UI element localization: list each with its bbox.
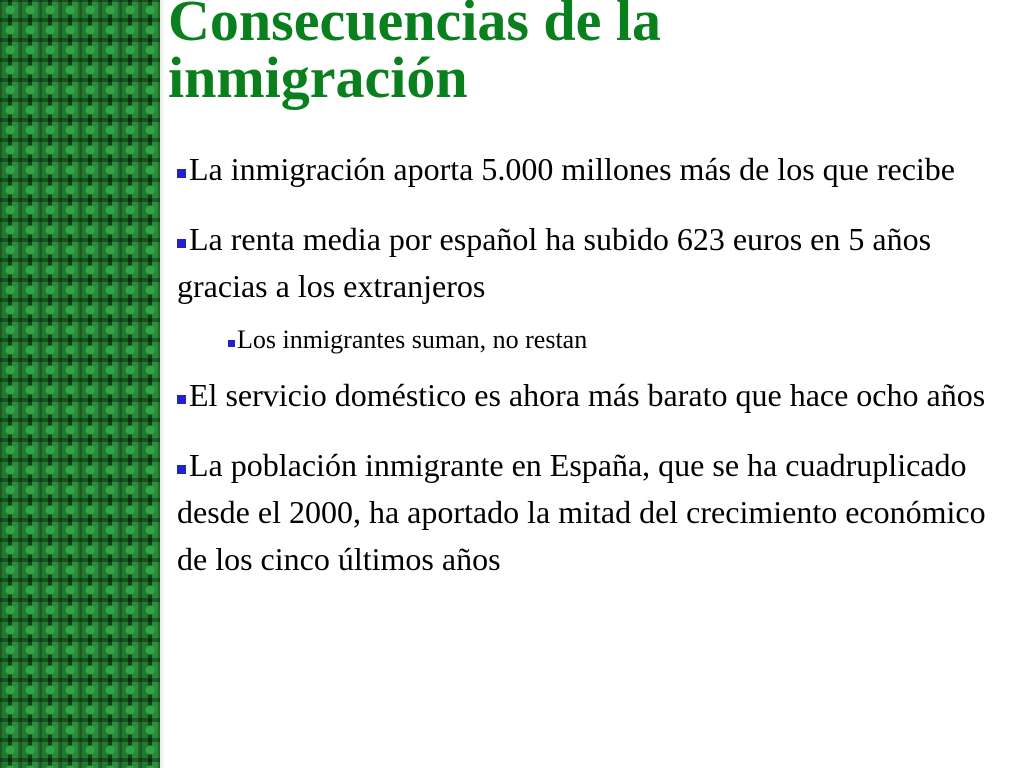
square-bullet-icon — [228, 340, 235, 347]
bullet-list — [177, 146, 1012, 606]
pattern-divider — [160, 0, 165, 768]
bullet-item-domestic-service — [177, 372, 1012, 419]
bullet-text: El servicio doméstico es ahora más barato que hace ocho años — [189, 377, 986, 413]
sub-bullet-text: Los inmigrantes suman, no restan — [237, 325, 588, 354]
slide-title: Consecuencias de la inmigración — [168, 0, 661, 110]
bullet-text: La población inmigrante en España, que se ha cuadruplicado desde el 2000, ha aportado la mitad del crecimiento económico de los cinco últimos años — [177, 447, 986, 577]
square-bullet-icon — [177, 465, 186, 474]
bullet-text: La renta media por español ha subido 623 euros en 5 años gracias a los extranjeros — [177, 221, 932, 304]
bullet-item-immigration-contribution — [177, 146, 1012, 193]
bullet-item-average-income — [177, 216, 1012, 310]
bullet-text: La inmigración aporta 5.000 millones más de los que recibe — [189, 151, 955, 187]
green-tile-pattern — [0, 0, 160, 768]
square-bullet-icon — [177, 239, 186, 248]
sub-bullet-immigrants-add — [228, 323, 1012, 357]
square-bullet-icon — [177, 169, 186, 178]
bullet-item-population-growth — [177, 442, 1012, 583]
square-bullet-icon — [177, 395, 186, 404]
